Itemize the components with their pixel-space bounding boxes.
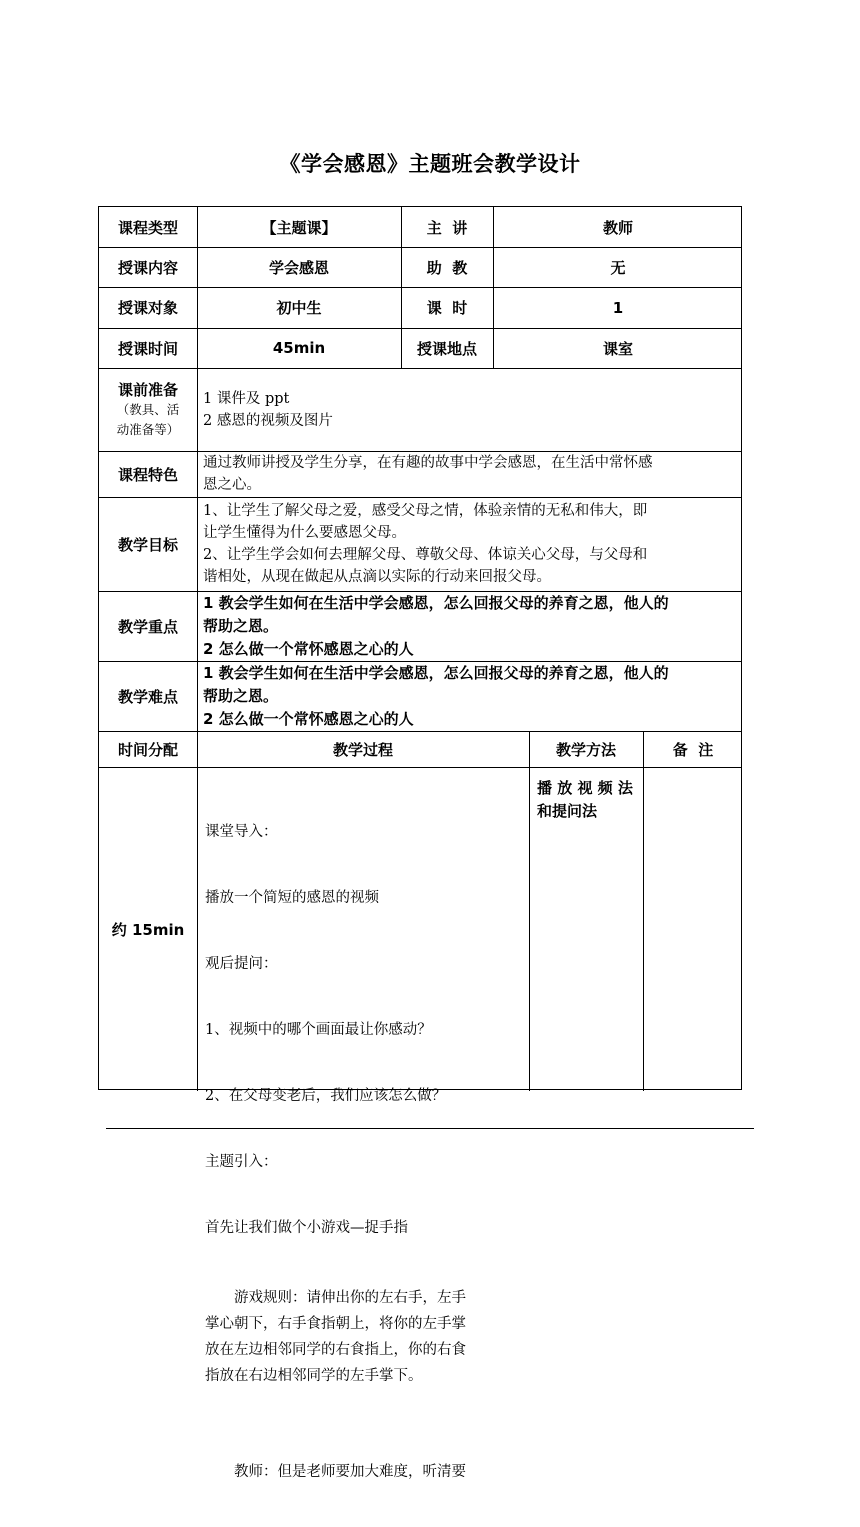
feature-line: 通过教师讲授及学生分享，在有趣的故事中学会感恩，在生活中常怀感: [203, 455, 653, 471]
label-periods: 课 时: [426, 299, 468, 317]
header-method: 教学方法: [555, 740, 616, 759]
goal-line: 谐相处，从现在做起从点滴以实际的行动来回报父母。: [203, 569, 551, 585]
process-line: 观后提问：: [205, 956, 278, 972]
label-prep: 课前准备: [117, 381, 178, 399]
label-location: 授课地点: [416, 339, 477, 358]
process-content: [205, 777, 527, 1527]
label-course-type: 课程类型: [117, 218, 178, 237]
value-content: 学会感恩: [268, 258, 329, 277]
difficulty-line: 2 怎么做一个常怀感恩之心的人: [203, 709, 414, 728]
process-line: 2、在父母变老后，我们应该怎么做？: [205, 1088, 447, 1104]
goal-line: 1、让学生了解父母之爱，感受父母之情，体验亲情的无私和伟大，即: [203, 503, 648, 519]
label-feature: 课程特色: [117, 465, 178, 484]
value-prep: [203, 368, 739, 451]
key-line: 1 教会学生如何在生活中学会感恩，怎么回报父母的养育之恩，他人的: [203, 593, 669, 612]
value-feature: [203, 451, 739, 497]
header-process: 教学过程: [332, 740, 393, 759]
value-key: [203, 591, 739, 661]
teacher-line: 教师：但是老师要加大难度，听清要: [205, 1464, 466, 1480]
label-audience: 授课对象: [117, 299, 178, 317]
process-time: 约 15min: [111, 920, 185, 939]
label-prep-cell: [99, 368, 197, 451]
game-rule-line: 掌心朝下，右手食指朝上，将你的左手掌: [205, 1316, 466, 1332]
label-key: 教学重点: [117, 617, 178, 636]
value-goal: [203, 497, 739, 591]
value-time: 45min: [272, 339, 326, 357]
game-rule-line: 指放在右边相邻同学的左手掌下。: [205, 1368, 423, 1384]
key-line: 2 怎么做一个常怀感恩之心的人: [203, 639, 414, 658]
footer-rule: [106, 1128, 754, 1129]
key-line: 帮助之恩。: [203, 616, 279, 635]
feature-line: 恩之心。: [203, 477, 261, 493]
process-line: 1、视频中的哪个画面最让你感动？: [205, 1022, 432, 1038]
goal-line: 让学生懂得为什么要感恩父母。: [203, 525, 406, 541]
process-line: 首先让我们做个小游戏—捉手指: [205, 1220, 408, 1236]
label-difficulty: 教学难点: [117, 687, 178, 706]
process-line: 播放一个简短的感恩的视频: [205, 890, 379, 906]
prep-line: 1 课件及 ppt: [203, 390, 290, 407]
method-line: 播 放 视 频 法: [537, 779, 633, 797]
game-rule-line: 游戏规则：请伸出你的左右手，左手: [205, 1290, 466, 1306]
value-difficulty: [203, 661, 739, 731]
game-rule-line: 放在左边相邻同学的右食指上，你的右食: [205, 1342, 466, 1358]
page-title: 《学会感恩》主题班会教学设计: [279, 152, 581, 176]
process-line: 课堂导入：: [205, 824, 278, 840]
value-periods: 1: [612, 298, 624, 317]
value-course-type: 【主题课】: [261, 218, 337, 237]
difficulty-line: 1 教会学生如何在生活中学会感恩，怎么回报父母的养育之恩，他人的: [203, 663, 669, 682]
value-audience: 初中生: [276, 299, 322, 317]
label-lecturer: 主 讲: [426, 218, 468, 237]
label-assistant: 助 教: [426, 258, 468, 277]
process-method: [537, 777, 641, 823]
lesson-plan-table: [98, 206, 742, 1480]
label-prep-sub-1: （教具、活: [116, 402, 180, 417]
value-assistant: 无: [610, 258, 626, 277]
prep-line: 2 感恩的视频及图片: [203, 412, 333, 429]
label-content: 授课内容: [117, 258, 178, 277]
label-prep-sub-2: 动准备等）: [116, 422, 180, 437]
method-line: 和提问法: [537, 802, 598, 820]
process-line: 主题引入：: [205, 1154, 278, 1170]
value-location: 课室: [602, 339, 633, 358]
difficulty-line: 帮助之恩。: [203, 686, 279, 705]
header-time: 时间分配: [117, 740, 178, 759]
label-goal: 教学目标: [117, 535, 178, 554]
label-time: 授课时间: [117, 339, 178, 358]
header-note: 备 注: [672, 740, 714, 759]
value-lecturer: 教师: [602, 218, 633, 237]
goal-line: 2、让学生学会如何去理解父母、尊敬父母、体谅关心父母，与父母和: [203, 547, 648, 563]
